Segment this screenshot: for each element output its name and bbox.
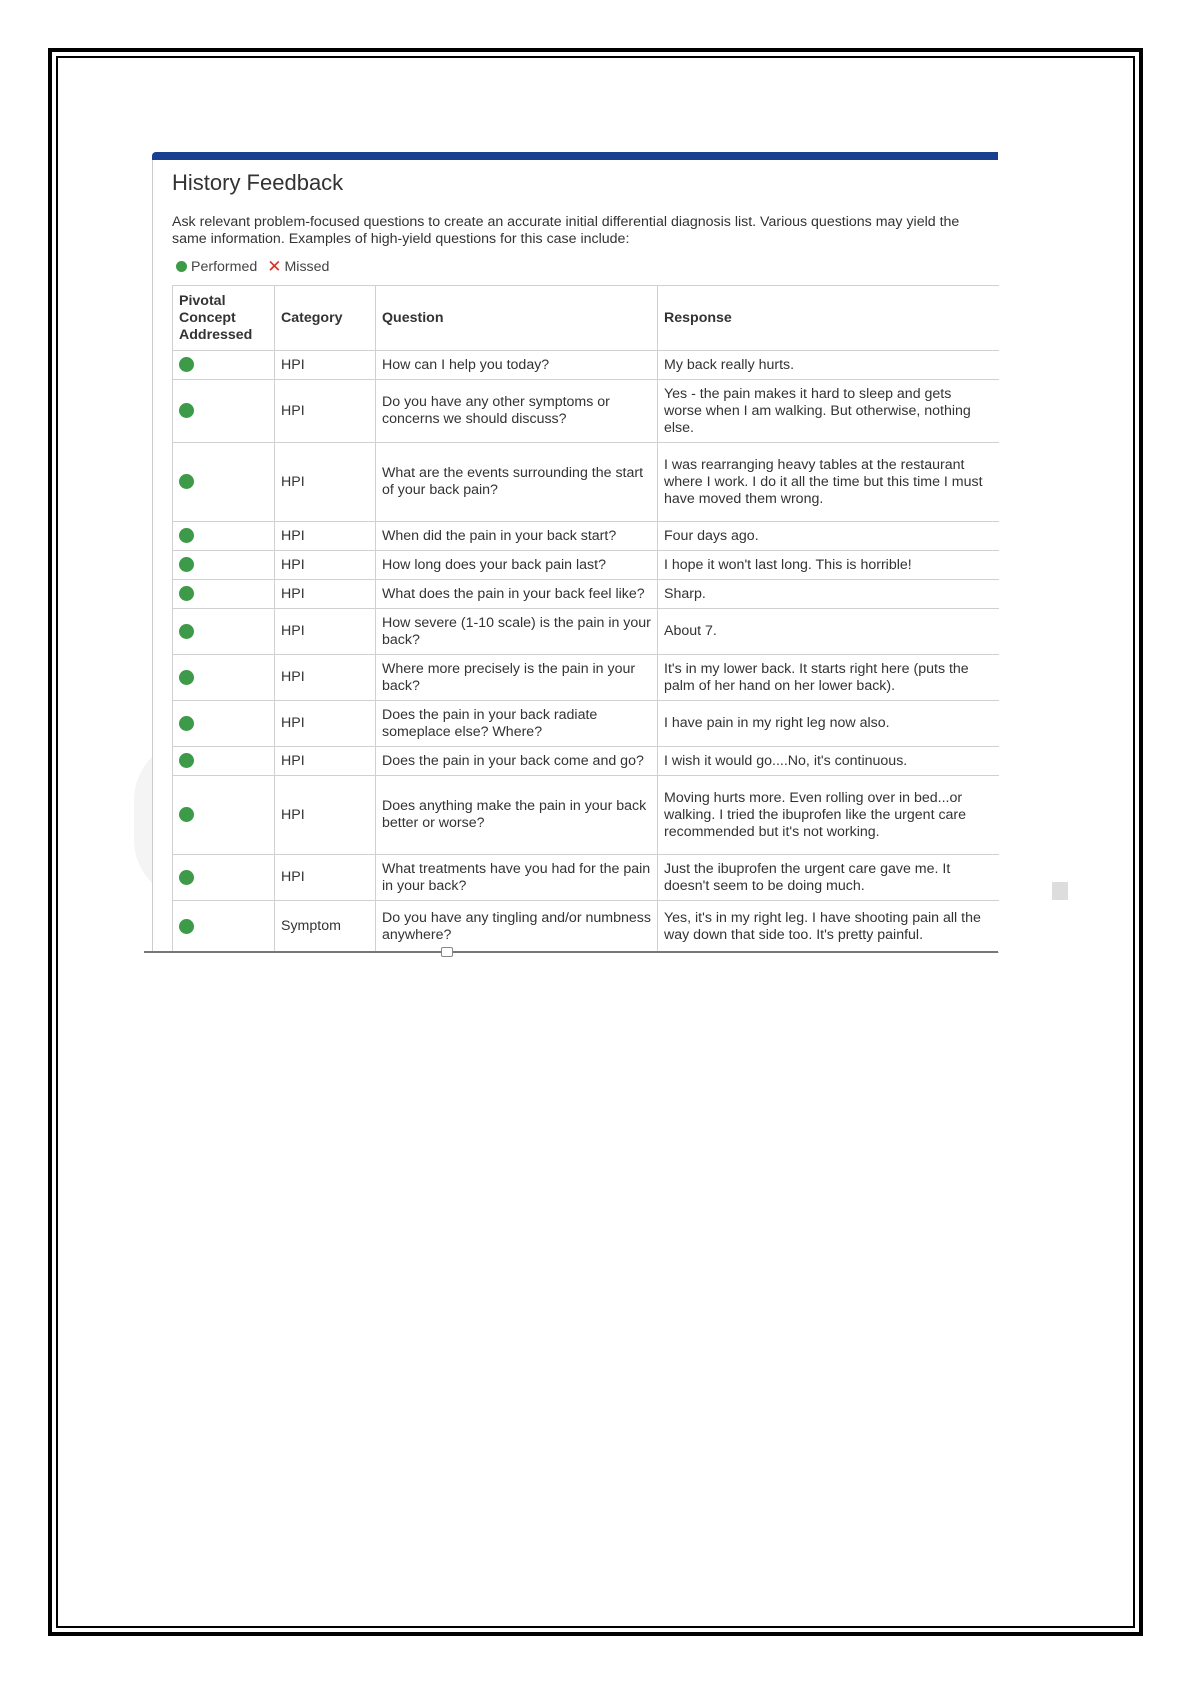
- performed-dot-icon: [179, 403, 194, 418]
- status-cell: [173, 747, 275, 776]
- question-cell: Where more precisely is the pain in your back?: [376, 655, 658, 701]
- category-cell: HPI: [275, 580, 376, 609]
- resize-handle[interactable]: [441, 947, 453, 957]
- table-row: [173, 522, 999, 551]
- category-cell: HPI: [275, 701, 376, 747]
- performed-dot-icon: [179, 807, 194, 822]
- performed-dot-icon: [179, 716, 194, 731]
- status-cell: [173, 522, 275, 551]
- performed-dot-icon: [176, 261, 187, 272]
- table-row: [173, 901, 999, 953]
- status-cell: [173, 901, 275, 953]
- table-row: [173, 351, 999, 380]
- response-cell: Yes - the pain makes it hard to sleep and gets worse when I am walking. But otherwise, nothing else.: [658, 380, 999, 443]
- status-cell: [173, 380, 275, 443]
- response-cell: It's in my lower back. It starts right here (puts the palm of her hand on her lower back).: [658, 655, 999, 701]
- question-cell: Do you have any tingling and/or numbness anywhere?: [376, 901, 658, 953]
- table-row: [173, 551, 999, 580]
- panel-title: History Feedback: [172, 170, 344, 195]
- question-cell: How severe (1-10 scale) is the pain in your back?: [376, 609, 658, 655]
- status-cell: [173, 776, 275, 855]
- question-cell: What are the events surrounding the start of your back pain?: [376, 443, 658, 522]
- table-header-row: [173, 286, 999, 351]
- response-cell: Four days ago.: [658, 522, 999, 551]
- history-feedback-table: [172, 285, 999, 953]
- question-cell: Does the pain in your back radiate someplace else? Where?: [376, 701, 658, 747]
- category-cell: HPI: [275, 380, 376, 443]
- category-cell: HPI: [275, 747, 376, 776]
- response-cell: I have pain in my right leg now also.: [658, 701, 999, 747]
- response-cell: Moving hurts more. Even rolling over in bed...or walking. I tried the ibuprofen like the urgent care recommended but it's not working.: [658, 776, 999, 855]
- category-cell: HPI: [275, 443, 376, 522]
- performed-dot-icon: [179, 528, 194, 543]
- response-cell: My back really hurts.: [658, 351, 999, 380]
- legend-performed-label: Performed: [191, 258, 258, 275]
- category-cell: HPI: [275, 551, 376, 580]
- question-cell: Do you have any other symptoms or concerns we should discuss?: [376, 380, 658, 443]
- status-cell: [173, 580, 275, 609]
- category-cell: HPI: [275, 351, 376, 380]
- header-question: Question: [376, 286, 658, 351]
- performed-dot-icon: [179, 557, 194, 572]
- header-category: Category: [275, 286, 376, 351]
- table-row: [173, 701, 999, 747]
- question-cell: What treatments have you had for the pain in your back?: [376, 855, 658, 901]
- table-row: [173, 855, 999, 901]
- performed-dot-icon: [179, 919, 194, 934]
- response-cell: Just the ibuprofen the urgent care gave me. It doesn't seem to be doing much.: [658, 855, 999, 901]
- category-cell: HPI: [275, 655, 376, 701]
- response-cell: I wish it would go....No, it's continuous.: [658, 747, 999, 776]
- table-row: [173, 580, 999, 609]
- performed-dot-icon: [179, 474, 194, 489]
- panel-accent-bar: [152, 152, 998, 160]
- panel-bottom-border: [144, 951, 998, 953]
- question-cell: How long does your back pain last?: [376, 551, 658, 580]
- status-cell: [173, 351, 275, 380]
- table-row: [173, 380, 999, 443]
- status-cell: [173, 443, 275, 522]
- response-cell: Sharp.: [658, 580, 999, 609]
- status-cell: [173, 609, 275, 655]
- table-row: [173, 655, 999, 701]
- status-cell: [173, 855, 275, 901]
- missed-x-icon: ✕: [267, 257, 282, 276]
- category-cell: HPI: [275, 522, 376, 551]
- category-cell: Symptom: [275, 901, 376, 953]
- legend-missed-label: Missed: [284, 258, 330, 275]
- panel-left-border: [152, 160, 153, 952]
- category-cell: HPI: [275, 855, 376, 901]
- legend: [176, 258, 329, 275]
- status-cell: [173, 551, 275, 580]
- status-cell: [173, 701, 275, 747]
- category-cell: HPI: [275, 776, 376, 855]
- performed-dot-icon: [179, 670, 194, 685]
- response-cell: About 7.: [658, 609, 999, 655]
- header-response: Response: [658, 286, 999, 351]
- table-row: [173, 747, 999, 776]
- question-cell: Does anything make the pain in your back better or worse?: [376, 776, 658, 855]
- response-cell: I was rearranging heavy tables at the restaurant where I work. I do it all the time but this time I must have moved them wrong.: [658, 443, 999, 522]
- scroll-marker: [1052, 882, 1068, 900]
- table-row: [173, 443, 999, 522]
- question-cell: Does the pain in your back come and go?: [376, 747, 658, 776]
- performed-dot-icon: [179, 357, 194, 372]
- question-cell: How can I help you today?: [376, 351, 658, 380]
- question-cell: What does the pain in your back feel like?: [376, 580, 658, 609]
- question-cell: When did the pain in your back start?: [376, 522, 658, 551]
- table-row: [173, 609, 999, 655]
- table-row: [173, 776, 999, 855]
- performed-dot-icon: [179, 586, 194, 601]
- performed-dot-icon: [179, 870, 194, 885]
- response-cell: I hope it won't last long. This is horrible!: [658, 551, 999, 580]
- response-cell: Yes, it's in my right leg. I have shooting pain all the way down that side too. It's pretty painful.: [658, 901, 999, 953]
- header-pivotal-concept: Pivotal Concept Addressed: [173, 286, 275, 351]
- category-cell: HPI: [275, 609, 376, 655]
- performed-dot-icon: [179, 753, 194, 768]
- status-cell: [173, 655, 275, 701]
- history-feedback-panel: [152, 152, 998, 952]
- performed-dot-icon: [179, 624, 194, 639]
- panel-intro-text: Ask relevant problem-focused questions to create an accurate initial differential diagnosis list. Various questions may yield the same information. Examples of high-yield questions for this case include:: [172, 214, 960, 247]
